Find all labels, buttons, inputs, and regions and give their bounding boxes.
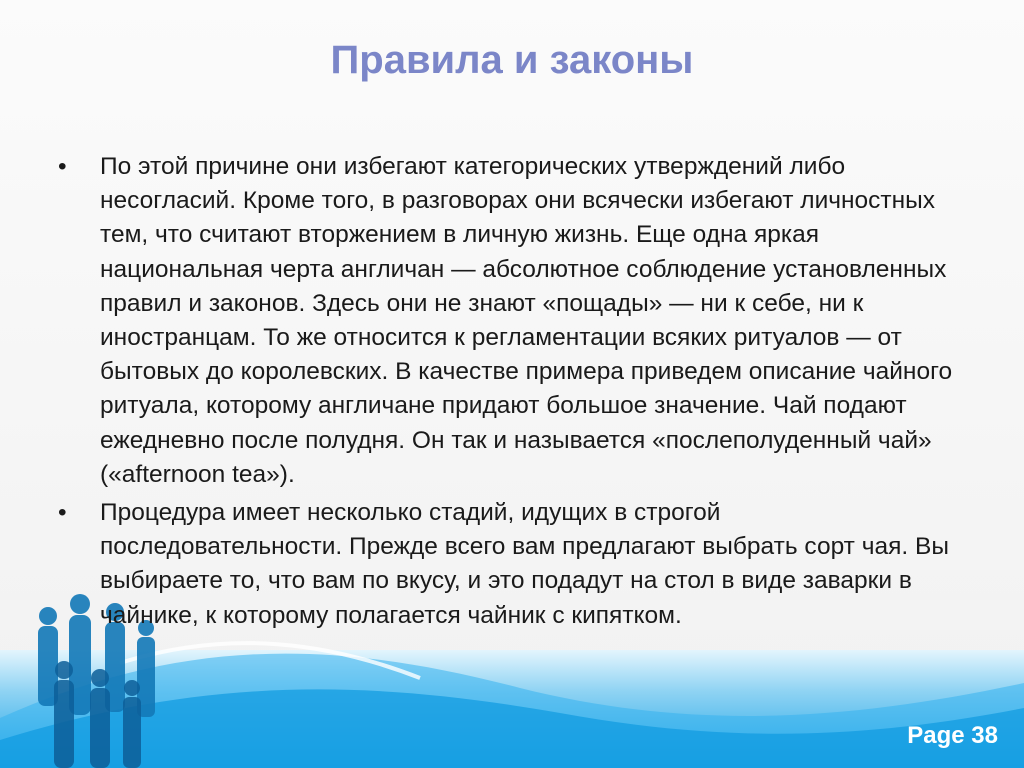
slide-title: Правила и законы bbox=[330, 38, 694, 82]
page-number: Page 38 bbox=[907, 722, 998, 749]
bullet-text: Процедура имеет несколько стадий, идущих в строгой последовательности. Прежде всего вам предлагают выбрать сорт чая. Вы выбираете то, что вам по вкусу, и это подадут на стол в виде заварки в чайнике, к которому полагается чайник с кипятком. bbox=[100, 499, 949, 629]
bullet-item bbox=[56, 496, 956, 633]
bullet-item bbox=[56, 150, 956, 492]
bullet-text: По этой причине они избегают категорических утверждений либо несогласий. Кроме того, в разговорах они всячески избегают личностных тем, что считают вторжением в личную жизнь. Еще одна яркая национальная черта англичан — абсолютное соблюдение установленных правил и законов. Здесь они не знают «пощады» — ни к себе, ни к иностранцам. То же относится к регламентации всяких ритуалов — от бытовых до королевских. В качестве примера приведем описание чайного ритуала, которому англичане придают большое значение. Чай подают ежедневно после полудня. Он так и называется «послеполуденный чай» («afternoon tea»). bbox=[100, 153, 953, 488]
bullet-glyph: • bbox=[58, 153, 67, 180]
bullet-glyph: • bbox=[58, 499, 67, 527]
bullet-list bbox=[56, 150, 956, 637]
